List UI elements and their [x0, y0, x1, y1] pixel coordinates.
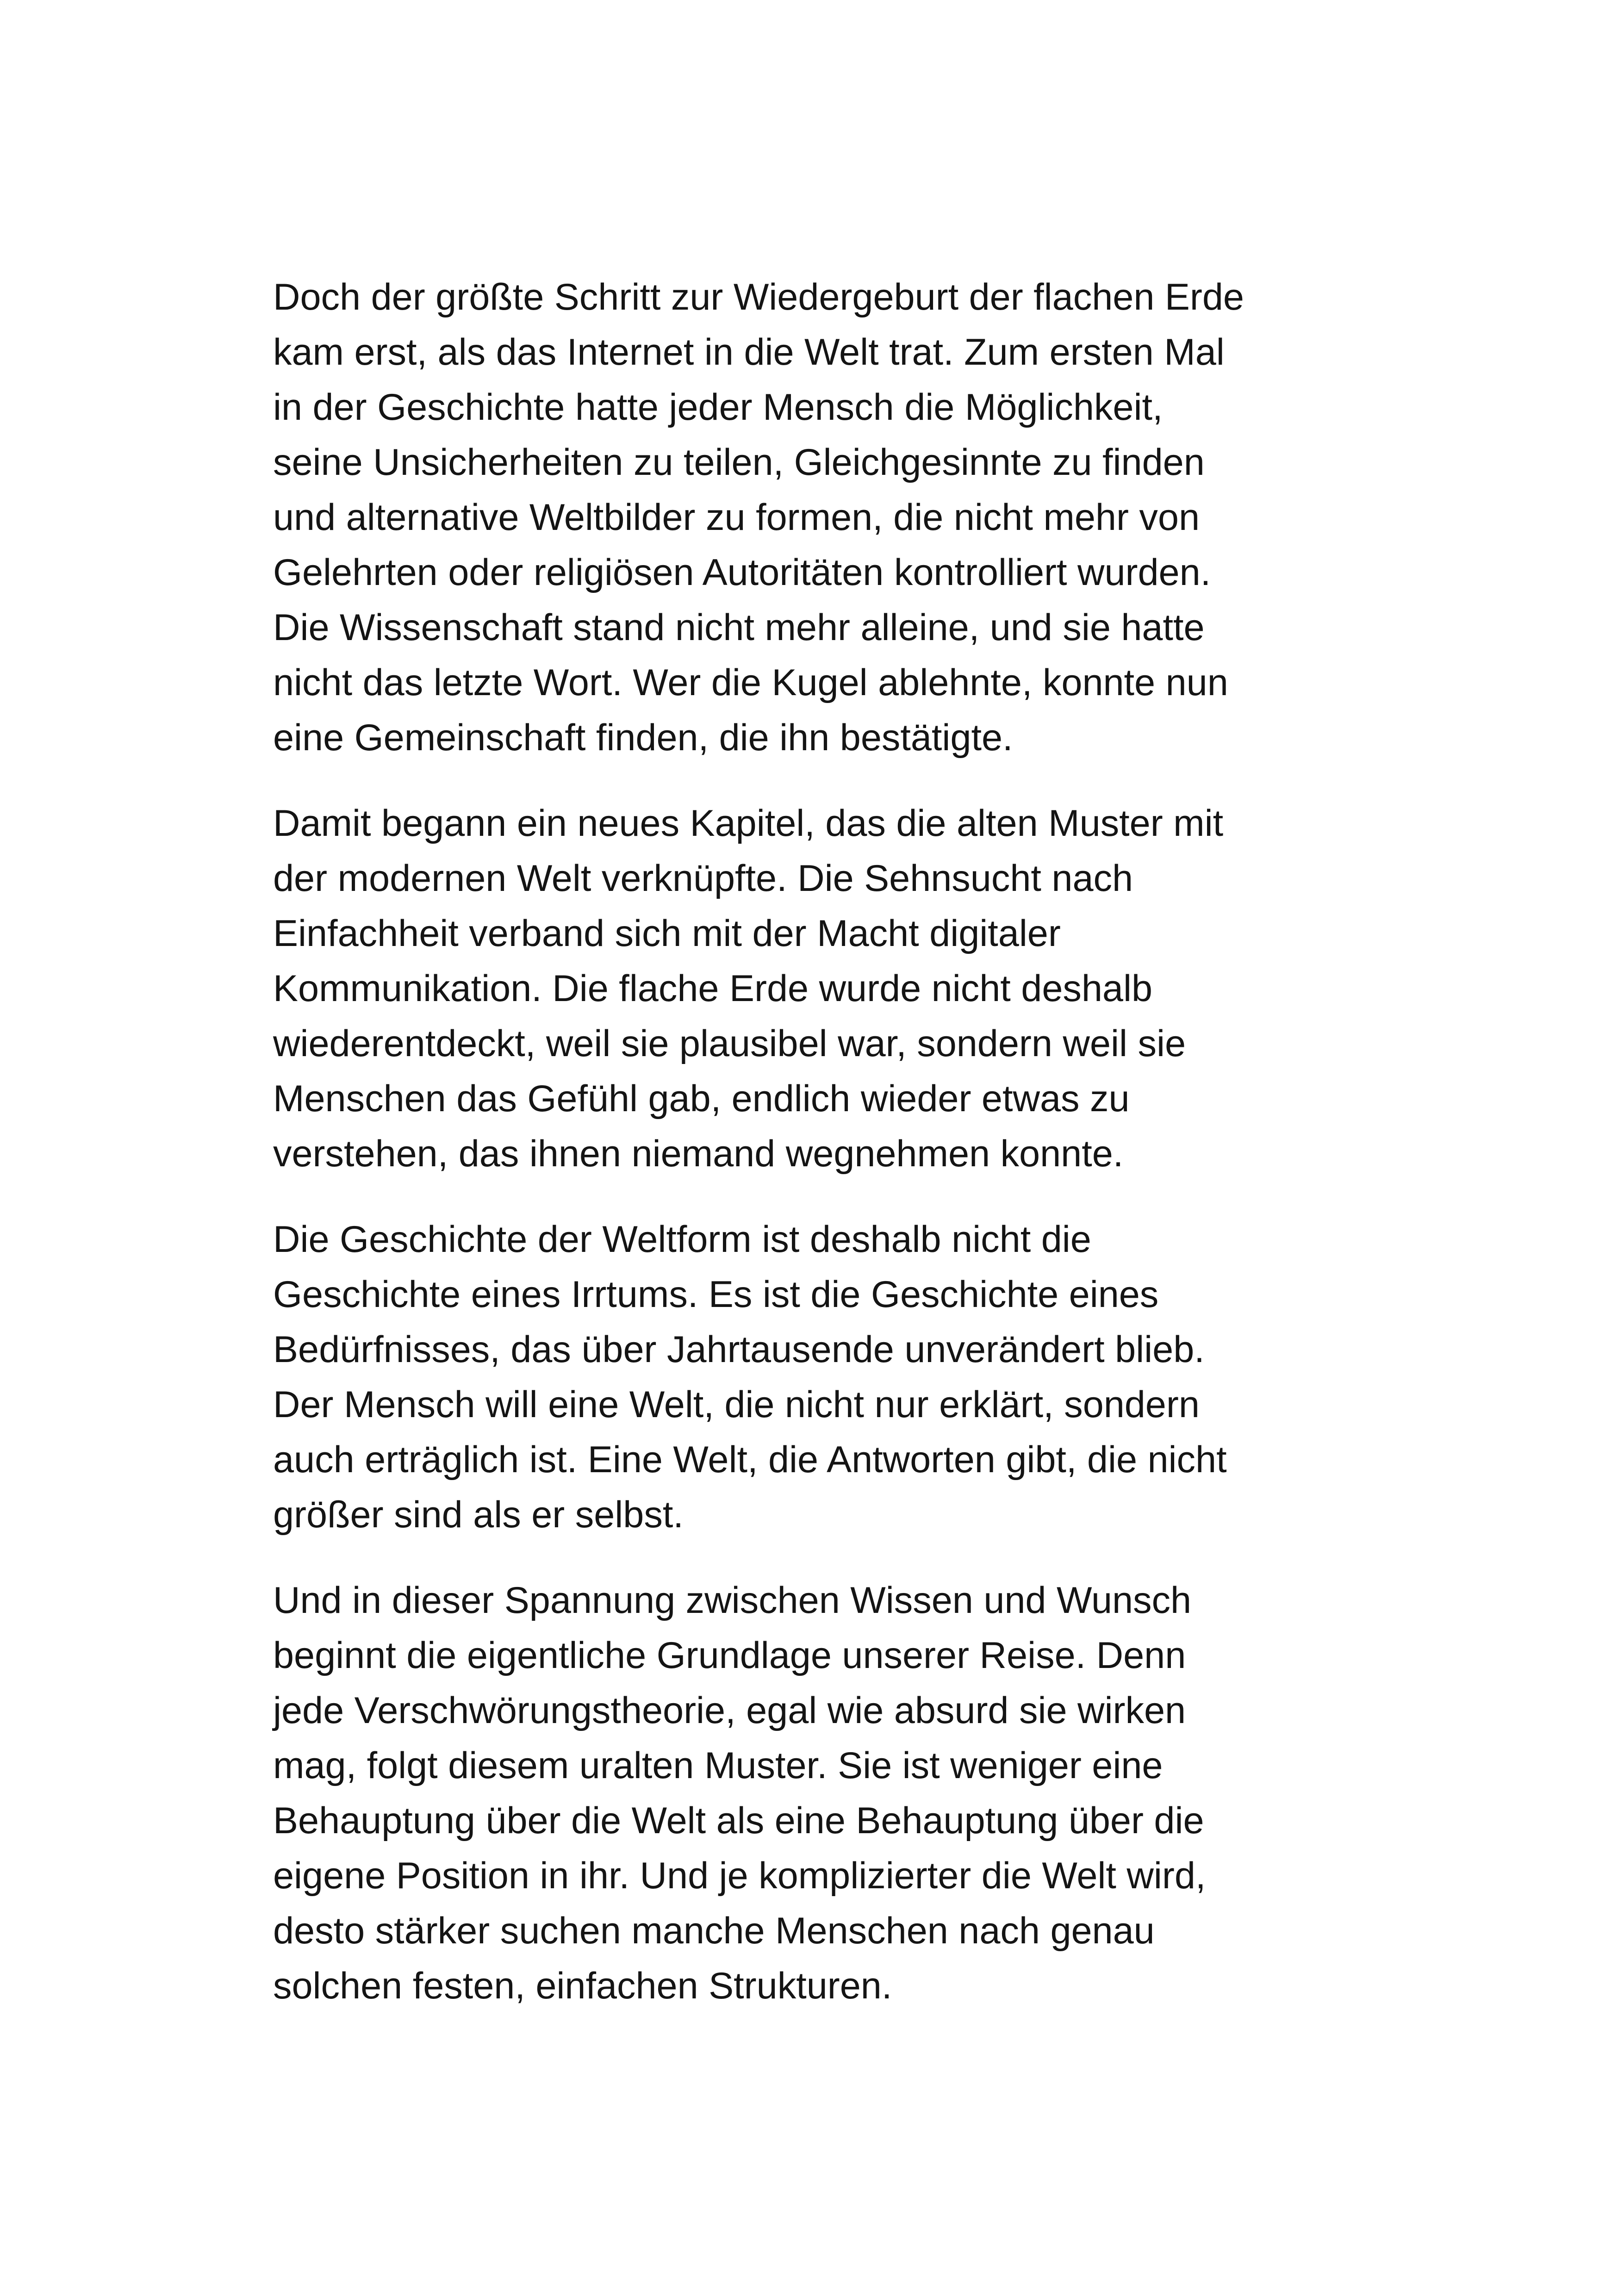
text-line: mag, folgt diesem uralten Muster. Sie ist weniger eine: [273, 1745, 1163, 1786]
body-text: [273, 270, 1358, 2044]
paragraph: [273, 1573, 1358, 2014]
text-line: Damit begann ein neues Kapitel, das die alten Muster mit: [273, 803, 1224, 844]
text-line: Kommunikation. Die flache Erde wurde nicht deshalb: [273, 968, 1153, 1009]
text-line: Doch der größte Schritt zur Wiedergeburt der flachen Erde: [273, 276, 1244, 318]
text-line: eigene Position in ihr. Und je komplizierter die Welt wird,: [273, 1855, 1206, 1897]
text-line: jede Verschwörungstheorie, egal wie absurd sie wirken: [273, 1690, 1186, 1731]
text-line: auch erträglich ist. Eine Welt, die Antworten gibt, die nicht: [273, 1439, 1227, 1481]
text-line: Geschichte eines Irrtums. Es ist die Geschichte eines: [273, 1274, 1159, 1315]
text-line: Die Wissenschaft stand nicht mehr alleine, und sie hatte: [273, 607, 1205, 648]
text-line: Und in dieser Spannung zwischen Wissen und Wunsch: [273, 1580, 1192, 1621]
paragraph: [273, 1212, 1358, 1543]
paragraph: [273, 796, 1358, 1182]
text-line: nicht das letzte Wort. Wer die Kugel ablehnte, konnte nun: [273, 662, 1228, 703]
text-line: kam erst, als das Internet in die Welt trat. Zum ersten Mal: [273, 331, 1225, 373]
text-line: Der Mensch will eine Welt, die nicht nur erklärt, sondern: [273, 1384, 1200, 1425]
text-line: Einfachheit verband sich mit der Macht digitaler: [273, 913, 1061, 954]
text-line: der modernen Welt verknüpfte. Die Sehnsucht nach: [273, 858, 1133, 899]
text-line: desto stärker suchen manche Menschen nach genau: [273, 1910, 1155, 1952]
text-line: Behauptung über die Welt als eine Behauptung über die: [273, 1800, 1204, 1842]
text-line: beginnt die eigentliche Grundlage unserer Reise. Denn: [273, 1635, 1186, 1676]
text-line: Bedürfnisses, das über Jahrtausende unverändert blieb.: [273, 1329, 1205, 1370]
text-line: in der Geschichte hatte jeder Mensch die Möglichkeit,: [273, 386, 1163, 428]
text-line: und alternative Weltbilder zu formen, die nicht mehr von: [273, 497, 1200, 538]
paragraph: [273, 270, 1358, 765]
text-line: Menschen das Gefühl gab, endlich wieder etwas zu: [273, 1078, 1130, 1120]
text-line: verstehen, das ihnen niemand wegnehmen konnte.: [273, 1133, 1124, 1175]
text-line: solchen festen, einfachen Strukturen.: [273, 1965, 892, 2007]
text-line: seine Unsicherheiten zu teilen, Gleichgesinnte zu finden: [273, 442, 1205, 483]
text-line: eine Gemeinschaft finden, die ihn bestätigte.: [273, 717, 1013, 759]
text-line: größer sind als er selbst.: [273, 1494, 684, 1536]
text-line: Gelehrten oder religiösen Autoritäten kontrolliert wurden.: [273, 552, 1211, 593]
text-line: Die Geschichte der Weltform ist deshalb nicht die: [273, 1219, 1091, 1260]
text-line: wiederentdeckt, weil sie plausibel war, sondern weil sie: [273, 1023, 1186, 1064]
